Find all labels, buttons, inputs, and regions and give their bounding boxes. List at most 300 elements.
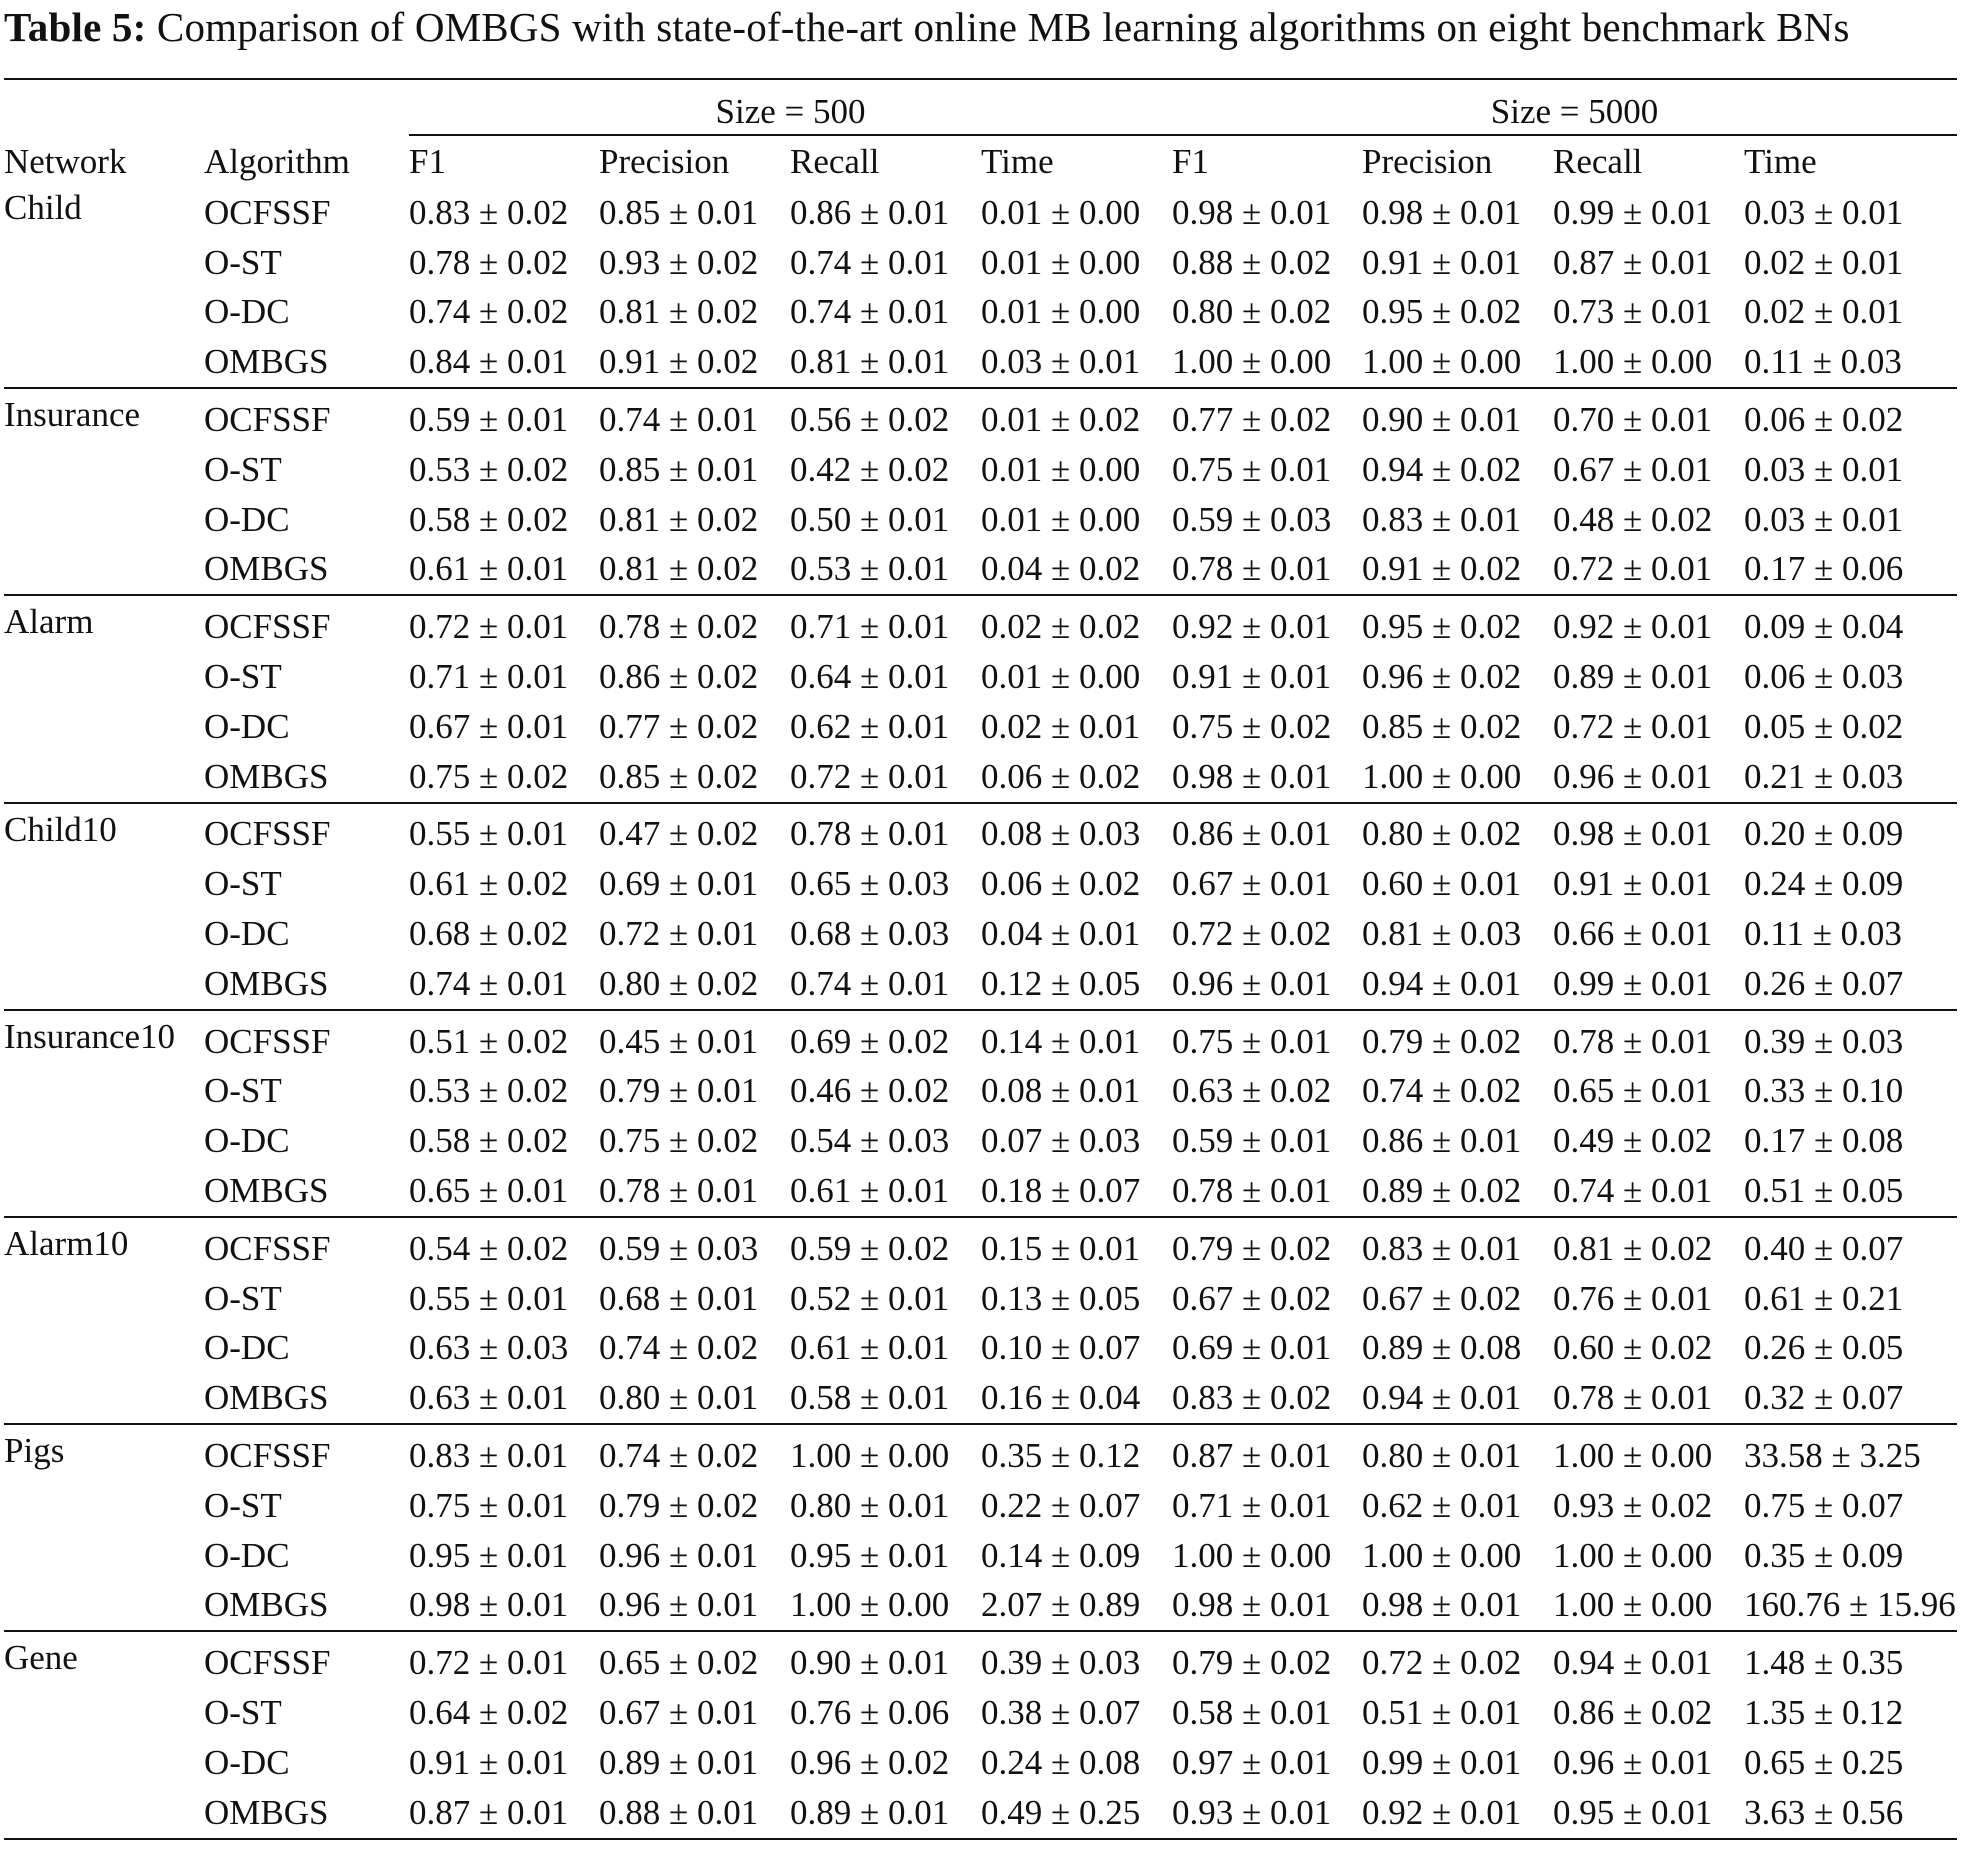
col-time-5000: Time — [1744, 142, 1817, 181]
value-cell: 0.51 ± 0.01 — [1362, 1693, 1522, 1732]
value-cell: 0.06 ± 0.02 — [981, 864, 1141, 904]
value-cell: 0.74 ± 0.02 — [1362, 1071, 1522, 1111]
size-header-row — [4, 80, 1957, 135]
value-cell: 0.51 ± 0.05 — [1744, 1166, 1957, 1217]
value-cell: 0.65 ± 0.01 — [409, 1166, 599, 1217]
col-time-500: Time — [981, 142, 1054, 181]
algorithm-cell: O-ST — [204, 657, 282, 697]
value-cell: 0.02 ± 0.01 — [1744, 292, 1904, 332]
value-cell: 0.75 ± 0.01 — [1172, 1021, 1332, 1061]
table-row — [4, 1067, 1957, 1117]
value-cell: 0.89 ± 0.02 — [1362, 1166, 1553, 1217]
network-cell: Child10 — [4, 809, 117, 849]
value-cell: 0.72 ± 0.02 — [1362, 1643, 1522, 1683]
value-cell: 0.80 ± 0.01 — [790, 1485, 950, 1525]
table-row — [4, 1166, 1957, 1217]
algorithm-cell: OCFSSF — [204, 1021, 331, 1061]
value-cell: 0.91 ± 0.01 — [409, 1742, 569, 1782]
value-cell: 0.35 ± 0.12 — [981, 1436, 1141, 1476]
value-cell: 0.83 ± 0.02 — [409, 192, 569, 232]
table-caption — [4, 0, 1957, 54]
value-cell: 0.63 ± 0.01 — [409, 1373, 599, 1424]
value-cell: 0.76 ± 0.01 — [1553, 1278, 1713, 1318]
value-cell: 0.58 ± 0.02 — [409, 1121, 569, 1161]
value-cell: 0.59 ± 0.03 — [599, 1228, 759, 1268]
network-cell — [4, 1324, 204, 1374]
value-cell: 0.96 ± 0.01 — [1553, 1742, 1713, 1782]
value-cell: 1.00 ± 0.00 — [1362, 752, 1553, 803]
value-cell: 0.08 ± 0.03 — [981, 814, 1141, 854]
value-cell: 0.90 ± 0.01 — [1362, 400, 1522, 440]
network-cell — [4, 238, 204, 288]
value-cell: 0.32 ± 0.07 — [1744, 1373, 1957, 1424]
value-cell: 0.02 ± 0.02 — [981, 607, 1141, 647]
value-cell: 0.45 ± 0.01 — [599, 1021, 759, 1061]
value-cell: 0.55 ± 0.01 — [409, 1278, 569, 1318]
network-cell: Pigs — [4, 1431, 65, 1471]
value-cell: 0.71 ± 0.01 — [1172, 1485, 1332, 1525]
table-row — [4, 1688, 1957, 1738]
col-precision-500: Precision — [599, 142, 730, 181]
value-cell: 0.98 ± 0.01 — [1362, 192, 1522, 232]
table-row — [4, 545, 1957, 596]
value-cell: 0.89 ± 0.01 — [599, 1742, 759, 1782]
algorithm-cell: O-ST — [204, 449, 282, 489]
value-cell: 0.26 ± 0.07 — [1744, 959, 1957, 1010]
table-row — [4, 1373, 1957, 1424]
value-cell: 0.62 ± 0.01 — [790, 706, 950, 746]
value-cell: 0.99 ± 0.01 — [1553, 959, 1744, 1010]
value-cell: 0.61 ± 0.02 — [409, 864, 569, 904]
value-cell: 0.22 ± 0.07 — [981, 1485, 1141, 1525]
algorithm-cell: OMBGS — [204, 1166, 409, 1217]
value-cell: 1.00 ± 0.00 — [790, 1436, 950, 1476]
value-cell: 0.51 ± 0.02 — [409, 1021, 569, 1061]
value-cell: 0.96 ± 0.01 — [599, 1581, 790, 1632]
value-cell: 0.65 ± 0.25 — [1744, 1742, 1904, 1782]
value-cell: 0.65 ± 0.02 — [599, 1643, 759, 1683]
value-cell: 33.58 ± 3.25 — [1744, 1436, 1921, 1476]
value-cell: 0.75 ± 0.01 — [1172, 449, 1332, 489]
algorithm-cell: OMBGS — [204, 337, 409, 388]
value-cell: 0.79 ± 0.02 — [1172, 1643, 1332, 1683]
network-cell: Child — [4, 188, 82, 227]
value-cell: 0.80 ± 0.02 — [1172, 292, 1332, 332]
value-cell: 0.90 ± 0.01 — [790, 1643, 950, 1683]
value-cell: 0.93 ± 0.02 — [599, 242, 759, 282]
table-row — [4, 182, 1957, 238]
network-cell — [4, 1738, 204, 1788]
value-cell: 3.63 ± 0.56 — [1744, 1788, 1957, 1839]
value-cell: 0.65 ± 0.03 — [790, 864, 950, 904]
value-cell: 0.80 ± 0.02 — [1362, 814, 1522, 854]
value-cell: 0.56 ± 0.02 — [790, 400, 950, 440]
value-cell: 0.91 ± 0.01 — [1553, 864, 1713, 904]
value-cell: 1.00 ± 0.00 — [790, 1581, 981, 1632]
value-cell: 0.96 ± 0.01 — [1172, 959, 1362, 1010]
value-cell: 0.69 ± 0.01 — [1172, 1328, 1332, 1368]
value-cell: 0.72 ± 0.02 — [1172, 914, 1332, 954]
table-row — [4, 1116, 1957, 1166]
value-cell: 0.07 ± 0.03 — [981, 1121, 1141, 1161]
algorithm-cell: O-DC — [204, 1121, 290, 1161]
algorithm-cell: O-DC — [204, 499, 290, 539]
value-cell: 0.55 ± 0.01 — [409, 814, 569, 854]
value-cell: 1.35 ± 0.12 — [1744, 1693, 1904, 1732]
table-row — [4, 1274, 1957, 1324]
algorithm-cell: OCFSSF — [204, 400, 331, 440]
value-cell: 0.84 ± 0.01 — [409, 337, 599, 388]
col-recall-500: Recall — [790, 142, 880, 181]
value-cell: 0.76 ± 0.06 — [790, 1693, 950, 1732]
value-cell: 0.74 ± 0.01 — [790, 959, 981, 1010]
value-cell: 0.58 ± 0.01 — [790, 1373, 981, 1424]
algorithm-cell: OMBGS — [204, 545, 409, 596]
value-cell: 1.00 ± 0.00 — [1553, 1581, 1744, 1632]
value-cell: 0.58 ± 0.01 — [1172, 1693, 1332, 1732]
value-cell: 0.02 ± 0.01 — [1744, 242, 1904, 282]
value-cell: 0.04 ± 0.01 — [981, 914, 1141, 954]
value-cell: 0.66 ± 0.01 — [1553, 914, 1713, 954]
value-cell: 0.14 ± 0.09 — [981, 1535, 1141, 1575]
value-cell: 0.83 ± 0.01 — [1362, 499, 1522, 539]
value-cell: 0.86 ± 0.01 — [790, 192, 950, 232]
value-cell: 0.80 ± 0.02 — [599, 959, 790, 1010]
value-cell: 0.98 ± 0.01 — [409, 1581, 599, 1632]
value-cell: 0.91 ± 0.01 — [1362, 242, 1522, 282]
table-row — [4, 702, 1957, 752]
value-cell: 0.92 ± 0.01 — [1172, 607, 1332, 647]
network-cell: Insurance — [4, 395, 141, 435]
value-cell: 0.95 ± 0.02 — [1362, 292, 1522, 332]
network-cell — [4, 445, 204, 495]
network-cell — [4, 752, 204, 803]
value-cell: 0.12 ± 0.05 — [981, 959, 1172, 1010]
network-cell — [4, 1581, 204, 1632]
value-cell: 0.61 ± 0.01 — [790, 1328, 950, 1368]
value-cell: 0.74 ± 0.02 — [599, 1328, 759, 1368]
table-row — [4, 445, 1957, 495]
algorithm-cell: O-ST — [204, 1071, 282, 1111]
value-cell: 0.54 ± 0.02 — [409, 1228, 569, 1268]
value-cell: 0.67 ± 0.02 — [1362, 1278, 1522, 1318]
value-cell: 0.60 ± 0.01 — [1362, 864, 1522, 904]
value-cell: 0.42 ± 0.02 — [790, 449, 950, 489]
value-cell: 0.77 ± 0.02 — [599, 706, 759, 746]
algorithm-cell: O-DC — [204, 706, 290, 746]
value-cell: 0.59 ± 0.01 — [1172, 1121, 1332, 1161]
value-cell: 0.06 ± 0.03 — [1744, 657, 1904, 697]
network-cell: Alarm — [4, 602, 94, 642]
value-cell: 0.96 ± 0.01 — [599, 1535, 759, 1575]
value-cell: 0.48 ± 0.02 — [1553, 499, 1713, 539]
value-cell: 0.83 ± 0.01 — [1362, 1228, 1522, 1268]
value-cell: 0.85 ± 0.02 — [1362, 706, 1522, 746]
algorithm-cell: O-ST — [204, 242, 282, 282]
value-cell: 0.01 ± 0.00 — [981, 292, 1141, 332]
value-cell: 0.67 ± 0.01 — [1553, 449, 1713, 489]
table-row — [4, 1424, 1957, 1481]
network-cell: Alarm10 — [4, 1223, 129, 1263]
value-cell: 0.03 ± 0.01 — [981, 337, 1172, 388]
table-row — [4, 1481, 1957, 1531]
table-row — [4, 1631, 1957, 1688]
value-cell: 0.81 ± 0.02 — [599, 499, 759, 539]
col-network: Network — [4, 142, 127, 181]
col-f1-500: F1 — [409, 142, 446, 181]
value-cell: 0.74 ± 0.02 — [599, 1436, 759, 1476]
value-cell: 0.74 ± 0.01 — [790, 292, 950, 332]
col-recall-5000: Recall — [1553, 142, 1643, 181]
value-cell: 1.00 ± 0.00 — [1362, 337, 1553, 388]
value-cell: 0.78 ± 0.02 — [409, 242, 569, 282]
value-cell: 0.69 ± 0.01 — [599, 864, 759, 904]
value-cell: 1.00 ± 0.00 — [1553, 1436, 1713, 1476]
network-cell: Insurance10 — [4, 1016, 176, 1056]
network-cell — [4, 1274, 204, 1324]
table-row — [4, 1324, 1957, 1374]
value-cell: 0.14 ± 0.01 — [981, 1021, 1141, 1061]
value-cell: 0.21 ± 0.03 — [1744, 752, 1957, 803]
table-row — [4, 652, 1957, 702]
value-cell: 0.77 ± 0.02 — [1172, 400, 1332, 440]
value-cell: 0.15 ± 0.01 — [981, 1228, 1141, 1268]
value-cell: 0.72 ± 0.01 — [599, 914, 759, 954]
value-cell: 0.64 ± 0.02 — [409, 1693, 569, 1732]
value-cell: 0.95 ± 0.02 — [1362, 607, 1522, 647]
value-cell: 0.72 ± 0.01 — [409, 607, 569, 647]
value-cell: 0.53 ± 0.01 — [790, 545, 981, 596]
value-cell: 0.78 ± 0.01 — [599, 1166, 790, 1217]
value-cell: 0.17 ± 0.08 — [1744, 1121, 1904, 1161]
table-row — [4, 803, 1957, 860]
value-cell: 0.61 ± 0.01 — [409, 545, 599, 596]
value-cell: 0.85 ± 0.02 — [599, 752, 790, 803]
value-cell: 0.01 ± 0.00 — [981, 242, 1141, 282]
value-cell: 0.97 ± 0.01 — [1172, 1742, 1332, 1782]
value-cell: 0.92 ± 0.01 — [1362, 1788, 1553, 1839]
value-cell: 0.95 ± 0.01 — [409, 1535, 569, 1575]
network-cell — [4, 909, 204, 959]
value-cell: 0.71 ± 0.01 — [790, 607, 950, 647]
value-cell: 0.87 ± 0.01 — [1553, 242, 1713, 282]
network-cell — [4, 859, 204, 909]
value-cell: 0.09 ± 0.04 — [1744, 607, 1904, 647]
value-cell: 0.04 ± 0.02 — [981, 545, 1172, 596]
value-cell: 0.96 ± 0.02 — [1362, 657, 1522, 697]
value-cell: 0.89 ± 0.01 — [1553, 657, 1713, 697]
value-cell: 0.81 ± 0.02 — [599, 292, 759, 332]
value-cell: 0.05 ± 0.02 — [1744, 706, 1904, 746]
value-cell: 0.81 ± 0.02 — [599, 545, 790, 596]
network-cell — [4, 288, 204, 338]
value-cell: 0.79 ± 0.01 — [599, 1071, 759, 1111]
value-cell: 0.11 ± 0.03 — [1744, 914, 1902, 954]
table-row — [4, 337, 1957, 388]
network-cell — [4, 702, 204, 752]
value-cell: 0.03 ± 0.01 — [1744, 499, 1904, 539]
value-cell: 0.74 ± 0.01 — [599, 400, 759, 440]
algorithm-cell: O-DC — [204, 292, 290, 332]
value-cell: 0.74 ± 0.02 — [409, 292, 569, 332]
value-cell: 0.93 ± 0.02 — [1553, 1485, 1713, 1525]
table-row — [4, 288, 1957, 338]
value-cell: 0.75 ± 0.02 — [1172, 706, 1332, 746]
table-row — [4, 495, 1957, 545]
value-cell: 0.96 ± 0.02 — [790, 1742, 950, 1782]
network-cell — [4, 1481, 204, 1531]
value-cell: 0.01 ± 0.00 — [981, 499, 1141, 539]
value-cell: 0.94 ± 0.02 — [1362, 449, 1522, 489]
value-cell: 0.70 ± 0.01 — [1553, 400, 1713, 440]
value-cell: 0.40 ± 0.07 — [1744, 1228, 1904, 1268]
value-cell: 0.98 ± 0.01 — [1172, 1581, 1362, 1632]
value-cell: 0.72 ± 0.01 — [790, 752, 981, 803]
value-cell: 0.65 ± 0.01 — [1553, 1071, 1713, 1111]
value-cell: 0.64 ± 0.01 — [790, 657, 950, 697]
value-cell: 0.52 ± 0.01 — [790, 1278, 950, 1318]
column-header-row — [4, 135, 1957, 182]
value-cell: 0.71 ± 0.01 — [409, 657, 569, 697]
network-cell — [4, 959, 204, 1010]
value-cell: 0.67 ± 0.01 — [599, 1693, 759, 1732]
value-cell: 0.61 ± 0.21 — [1744, 1278, 1904, 1318]
value-cell: 0.91 ± 0.02 — [1362, 545, 1553, 596]
value-cell: 0.93 ± 0.01 — [1172, 1788, 1362, 1839]
value-cell: 0.11 ± 0.03 — [1744, 337, 1957, 388]
table-row — [4, 595, 1957, 652]
value-cell: 0.99 ± 0.01 — [1362, 1742, 1522, 1782]
table-row — [4, 388, 1957, 445]
algorithm-cell: O-ST — [204, 864, 282, 904]
value-cell: 0.79 ± 0.02 — [1172, 1228, 1332, 1268]
value-cell: 0.13 ± 0.05 — [981, 1278, 1141, 1318]
value-cell: 0.80 ± 0.01 — [1362, 1436, 1522, 1476]
value-cell: 0.98 ± 0.01 — [1553, 814, 1713, 854]
algorithm-cell: O-ST — [204, 1278, 282, 1318]
value-cell: 0.86 ± 0.02 — [599, 657, 759, 697]
value-cell: 0.53 ± 0.02 — [409, 449, 569, 489]
value-cell: 0.95 ± 0.01 — [790, 1535, 950, 1575]
value-cell: 0.91 ± 0.02 — [599, 337, 790, 388]
value-cell: 0.72 ± 0.01 — [1553, 706, 1713, 746]
table-row — [4, 752, 1957, 803]
algorithm-cell: OCFSSF — [204, 607, 331, 647]
table-row — [4, 238, 1957, 288]
value-cell: 0.74 ± 0.01 — [790, 242, 950, 282]
value-cell: 1.00 ± 0.00 — [1172, 337, 1362, 388]
table-row — [4, 959, 1957, 1010]
value-cell: 0.75 ± 0.02 — [409, 752, 599, 803]
value-cell: 0.54 ± 0.03 — [790, 1121, 950, 1161]
value-cell: 0.67 ± 0.01 — [409, 706, 569, 746]
algorithm-cell: OCFSSF — [204, 192, 331, 232]
value-cell: 0.94 ± 0.01 — [1553, 1643, 1713, 1683]
value-cell: 0.83 ± 0.01 — [409, 1436, 569, 1476]
value-cell: 0.24 ± 0.09 — [1744, 864, 1904, 904]
value-cell: 0.01 ± 0.00 — [981, 192, 1141, 232]
network-cell — [4, 1166, 204, 1217]
value-cell: 0.59 ± 0.02 — [790, 1228, 950, 1268]
value-cell: 0.75 ± 0.02 — [599, 1121, 759, 1161]
network-cell — [4, 1373, 204, 1424]
value-cell: 0.03 ± 0.01 — [1744, 449, 1904, 489]
table-row — [4, 1738, 1957, 1788]
value-cell: 0.99 ± 0.01 — [1553, 192, 1713, 232]
value-cell: 0.17 ± 0.06 — [1744, 545, 1957, 596]
value-cell: 0.68 ± 0.01 — [599, 1278, 759, 1318]
value-cell: 0.06 ± 0.02 — [1744, 400, 1904, 440]
value-cell: 0.79 ± 0.02 — [1362, 1021, 1522, 1061]
value-cell: 0.06 ± 0.02 — [981, 752, 1172, 803]
value-cell: 0.08 ± 0.01 — [981, 1071, 1141, 1111]
algorithm-cell: OMBGS — [204, 752, 409, 803]
value-cell: 0.39 ± 0.03 — [1744, 1021, 1904, 1061]
table-row — [4, 859, 1957, 909]
value-cell: 0.86 ± 0.02 — [1553, 1693, 1713, 1732]
algorithm-cell: O-ST — [204, 1693, 282, 1732]
network-cell — [4, 1788, 204, 1839]
value-cell: 0.24 ± 0.08 — [981, 1742, 1141, 1782]
value-cell: 0.98 ± 0.01 — [1362, 1581, 1553, 1632]
value-cell: 0.01 ± 0.00 — [981, 449, 1141, 489]
algorithm-cell: OMBGS — [204, 1373, 409, 1424]
value-cell: 0.16 ± 0.04 — [981, 1373, 1172, 1424]
value-cell: 0.68 ± 0.02 — [409, 914, 569, 954]
value-cell: 0.02 ± 0.01 — [981, 706, 1141, 746]
value-cell: 0.75 ± 0.01 — [409, 1485, 569, 1525]
table-row — [4, 1788, 1957, 1839]
value-cell: 0.96 ± 0.01 — [1553, 752, 1744, 803]
col-f1-5000: F1 — [1172, 142, 1209, 181]
network-cell — [4, 1116, 204, 1166]
value-cell: 160.76 ± 15.96 — [1744, 1581, 1957, 1632]
value-cell: 0.46 ± 0.02 — [790, 1071, 950, 1111]
value-cell: 0.78 ± 0.01 — [790, 814, 950, 854]
value-cell: 0.88 ± 0.01 — [599, 1788, 790, 1839]
value-cell: 0.68 ± 0.03 — [790, 914, 950, 954]
size-5000-header: Size = 5000 — [1172, 80, 1957, 135]
value-cell: 0.78 ± 0.01 — [1172, 1166, 1362, 1217]
algorithm-cell: OCFSSF — [204, 1228, 331, 1268]
table-row — [4, 1217, 1957, 1274]
network-cell — [4, 1531, 204, 1581]
value-cell: 1.00 ± 0.00 — [1172, 1535, 1332, 1575]
value-cell: 1.00 ± 0.00 — [1553, 1535, 1713, 1575]
value-cell: 0.38 ± 0.07 — [981, 1693, 1141, 1732]
value-cell: 0.69 ± 0.02 — [790, 1021, 950, 1061]
network-cell: Gene — [4, 1638, 78, 1678]
network-cell — [4, 1688, 204, 1738]
value-cell: 0.89 ± 0.08 — [1362, 1328, 1522, 1368]
table-caption-text: Comparison of OMBGS with state-of-the-art online MB learning algorithms on eight benchmark BNs — [146, 4, 1850, 50]
network-cell — [4, 1067, 204, 1117]
algorithm-cell: O-DC — [204, 914, 290, 954]
value-cell: 0.73 ± 0.01 — [1553, 292, 1713, 332]
value-cell: 0.59 ± 0.03 — [1172, 499, 1332, 539]
value-cell: 0.61 ± 0.01 — [790, 1166, 981, 1217]
algorithm-cell: OCFSSF — [204, 1436, 331, 1476]
value-cell: 0.91 ± 0.01 — [1172, 657, 1332, 697]
algorithm-cell: OMBGS — [204, 1788, 409, 1839]
table-label: Table 5: — [4, 4, 147, 50]
value-cell: 0.67 ± 0.01 — [1172, 864, 1332, 904]
value-cell: 1.00 ± 0.00 — [1362, 1535, 1522, 1575]
value-cell: 0.87 ± 0.01 — [409, 1788, 599, 1839]
value-cell: 0.81 ± 0.02 — [1553, 1228, 1713, 1268]
network-cell — [4, 545, 204, 596]
value-cell: 0.87 ± 0.01 — [1172, 1436, 1332, 1476]
